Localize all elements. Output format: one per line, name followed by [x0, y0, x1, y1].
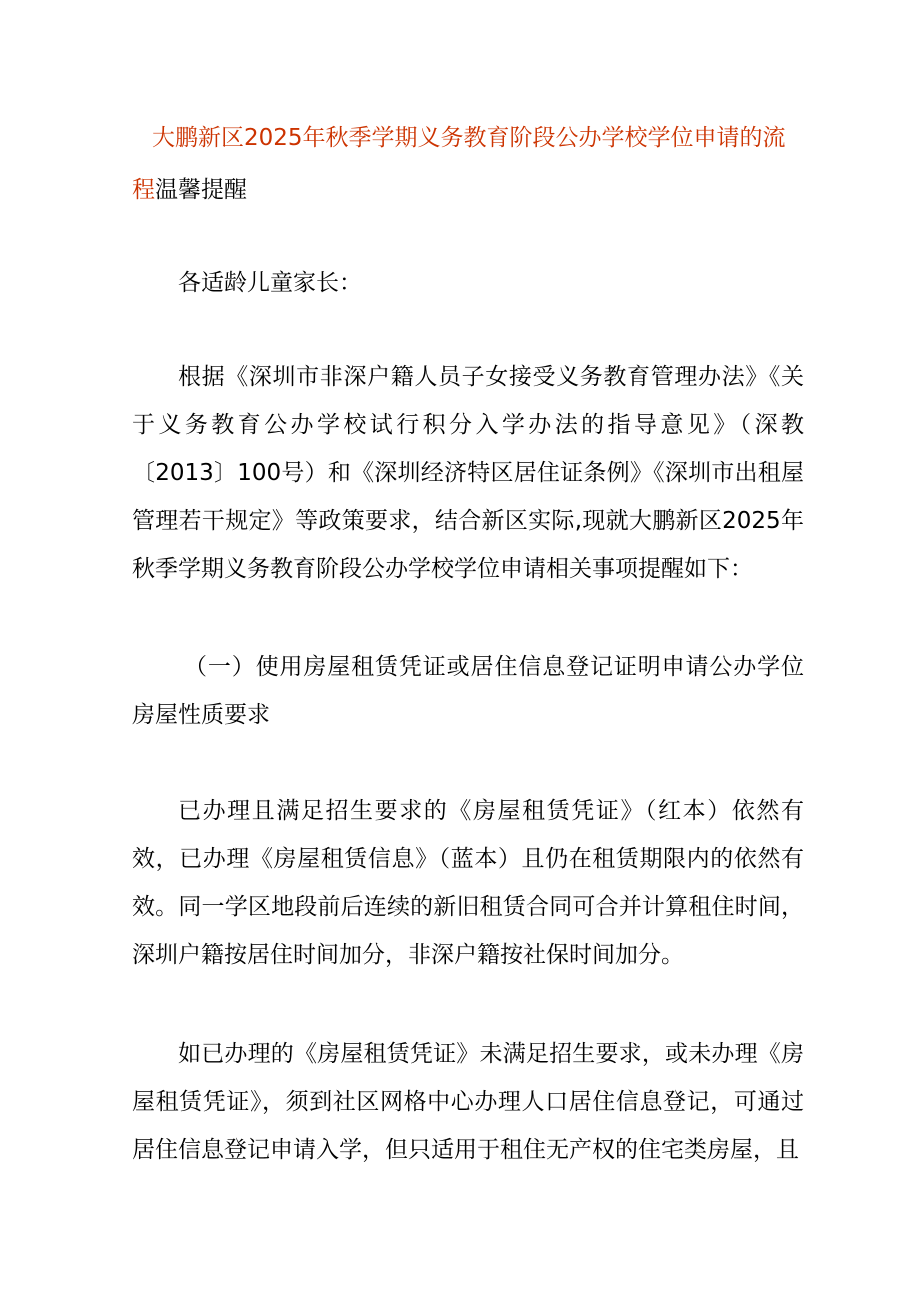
- document-title-highlight: 大鹏新区2025年秋季学期义务教育阶段公办学校学位申请的流程: [132, 125, 786, 203]
- document-title: [132, 112, 804, 216]
- validity-paragraph: 已办理且满足招生要求的《房屋租赁凭证》（红本）依然有效，已办理《房屋租赁信息》（蓝本）且仍在租赁期限内的依然有效。同一学区地段前后连续的新旧租赁合同可合并计算租住时间，深圳户籍按居住时间加分，非深户籍按社保时间加分。: [132, 798, 804, 968]
- section-heading-1: （一）使用房屋租赁凭证或居住信息登记证明申请公办学位房屋性质要求: [132, 654, 804, 728]
- registration-paragraph: 如已办理的《房屋租赁凭证》未满足招生要求，或未办理《房屋租赁凭证》，须到社区网格中心办理人口居住信息登记，可通过居住信息登记申请入学，但只适用于租住无产权的住宅类房屋，且: [132, 1041, 804, 1163]
- document-title-suffix: 温馨提醒: [155, 177, 247, 203]
- policy-basis-paragraph: 根据《深圳市非深户籍人员子女接受义务教育管理办法》《关于义务教育公办学校试行积分入学办法的指导意见》（深教〔2013〕100号）和《深圳经济特区居住证条例》《深圳市出租屋管理若干规定》等政策要求，结合新区实际,现就大鹏新区2025年秋季学期义务教育阶段公办学校学位申请相关事项提醒如下：: [132, 364, 804, 582]
- greeting-line: 各适龄儿童家长：: [178, 270, 362, 296]
